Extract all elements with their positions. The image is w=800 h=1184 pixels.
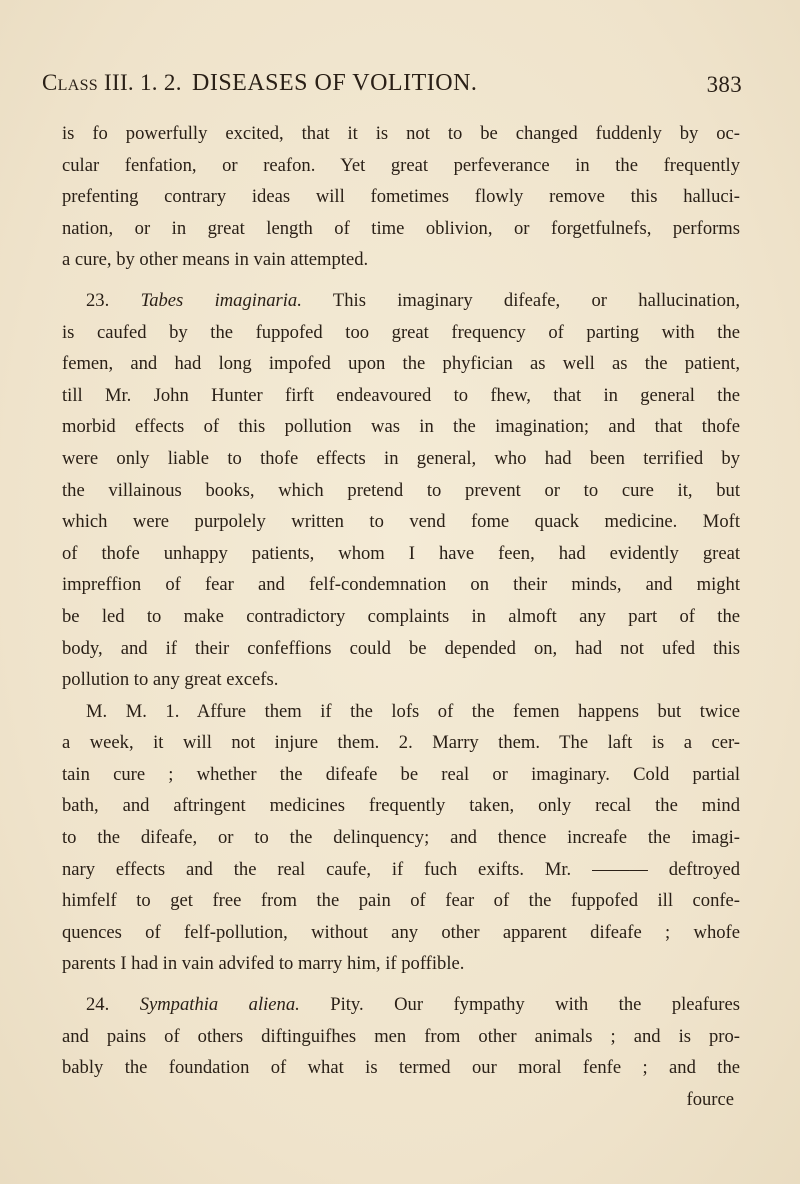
section-heading: Tabes imaginaria. <box>140 289 302 311</box>
text-line: himfelf to get free from the pain of fear of the fuppofed ill confe- <box>62 890 740 912</box>
paragraph-gap <box>62 980 740 989</box>
paragraph-mm <box>62 696 740 980</box>
section-heading: Sympathia aliena. <box>139 994 300 1016</box>
running-header <box>42 70 742 106</box>
page-number: 383 <box>706 72 742 97</box>
text-line: pollution to any great excefs. <box>62 669 279 691</box>
text-line: and pains of others diftinguifhes men from other animals ; and is pro- <box>62 1025 740 1047</box>
text-line: prefenting contrary ideas will fometimes flowly remove this halluci- <box>62 186 740 208</box>
text-line: of thofe unhappy patients, whom I have feen, had evidently great <box>62 542 740 564</box>
text-line: morbid effects of this pollution was in the imagination; and that thofe <box>62 416 740 438</box>
text-line: impreffion of fear and felf-condemnation on their minds, and might <box>62 574 740 596</box>
text-line: nary effects and the real caufe, if fuch exifts. Mr. ——— deftroyed <box>62 858 740 880</box>
text-line: a cure, by other means in vain attempted. <box>62 249 369 271</box>
text-line: cular fenfation, or reafon. Yet great perfeverance in the frequently <box>62 154 740 176</box>
section-first-line <box>62 989 740 1021</box>
paragraph-gap <box>62 276 740 285</box>
text-line: parents I had in vain advifed to marry him, if poffible. <box>62 953 465 975</box>
section-first-line-text: This imaginary difeafe, or hallucination, <box>332 289 741 311</box>
section-first-line <box>62 285 740 317</box>
text-line: bath, and aftringent medicines frequently taken, only recal the mind <box>62 795 740 817</box>
section-number: 23. <box>86 289 110 311</box>
text-line: bably the foundation of what is termed our moral fenfe ; and the <box>62 1057 740 1079</box>
text-line: the villainous books, which pretend to prevent or to cure it, but <box>62 479 740 501</box>
catchword: fource <box>686 1088 734 1110</box>
header-class-label: Class <box>42 70 98 95</box>
text-line: femen, and had long impofed upon the phyfician as well as the patient, <box>62 353 740 375</box>
text-line: a week, it will not injure them. 2. Marry them. The laft is a cer- <box>62 732 740 754</box>
page-body <box>62 118 740 1115</box>
text-line: tain cure ; whether the difeafe be real or imaginary. Cold partial <box>62 763 740 785</box>
text-line: M. M. 1. Affure them if the lofs of the femen happens but twice <box>86 700 740 722</box>
header-title: DISEASES OF VOLITION. <box>192 70 478 96</box>
text-line: to the difeafe, or to the delinquency; and thence increafe the imagi- <box>62 827 740 849</box>
text-line: is caufed by the fuppofed too great frequency of parting with the <box>62 321 740 343</box>
header-class-reference <box>42 70 182 96</box>
paragraph-24 <box>62 989 740 1115</box>
header-class-number: III. 1. 2. <box>104 70 182 95</box>
section-number: 24. <box>86 994 110 1016</box>
text-line: body, and if their confeffions could be depended on, had not ufed this <box>62 637 740 659</box>
text-line: is fo powerfully excited, that it is not to be changed fuddenly by oc- <box>62 123 740 144</box>
paragraph-23 <box>62 285 740 696</box>
text-line: till Mr. John Hunter firft endeavoured to fhew, that in general the <box>62 384 740 406</box>
paragraph-intro <box>62 118 740 276</box>
text-line: be led to make contradictory complaints in almoft any part of the <box>62 605 740 627</box>
section-first-line-text: Pity. Our fympathy with the pleafures <box>330 994 740 1016</box>
text-line: nation, or in great length of time oblivion, or forgetfulnefs, performs <box>62 217 740 239</box>
text-line: which were purpolely written to vend fome quack medicine. Moft <box>62 511 740 533</box>
text-line: were only liable to thofe effects in general, who had been terrified by <box>62 447 740 469</box>
text-line: quences of felf-pollution, without any other apparent difeafe ; whofe <box>62 921 740 943</box>
